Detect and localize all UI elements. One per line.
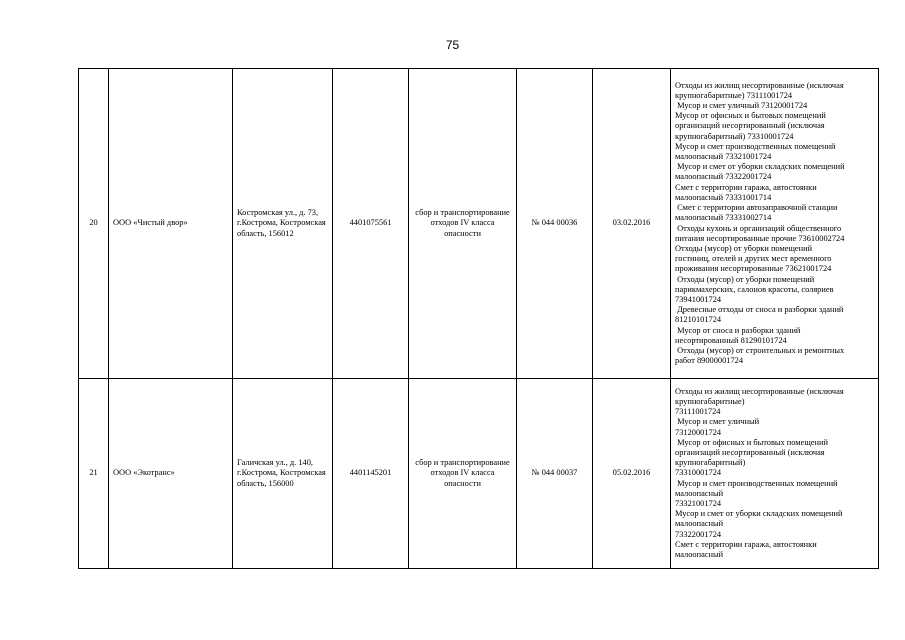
- waste-line: несортированный 81290101724: [675, 335, 787, 345]
- waste-line: малоопасный 73321001724: [675, 152, 772, 162]
- waste-list: [671, 379, 879, 569]
- waste-line: питания несортированные прочие 73610002724: [675, 233, 845, 243]
- waste-line: Смет с территории гаража, автостоянки: [675, 539, 817, 549]
- waste-line: Мусор от офисных и бытовых помещений: [675, 437, 828, 447]
- waste-line: организаций несортированный (исключая: [675, 121, 825, 131]
- waste-line: 73941001724: [675, 294, 722, 304]
- organization-address: Костромская ул., д. 73, г.Кострома, Костромская область, 156012: [233, 69, 333, 379]
- waste-line: Отходы из жилищ несортированные (исключая: [675, 386, 844, 396]
- inn-number: 4401145201: [333, 379, 409, 569]
- waste-line: Отходы (мусор) от уборки помещений: [675, 274, 815, 284]
- waste-line: парикмахерских, салонов красоты, соляриев: [675, 284, 834, 294]
- organization-name: ООО «Экотранс»: [109, 379, 233, 569]
- waste-line: крупногабаритные): [675, 396, 745, 406]
- waste-line: 73310001724: [675, 468, 722, 478]
- waste-line: Отходы кухонь и организаций общественного: [675, 223, 842, 233]
- waste-line: Древесные отходы от сноса и разборки зданий: [675, 305, 844, 315]
- waste-line: малоопасный: [675, 519, 724, 529]
- waste-line: Отходы (мусор) от уборки помещений: [675, 243, 813, 253]
- waste-line: 73322001724: [675, 529, 722, 539]
- waste-line: крупногабаритный): [675, 458, 746, 468]
- organization-address: Галичская ул., д. 140, г.Кострома, Костромская область, 156000: [233, 379, 333, 569]
- waste-line: Мусор от офисных и бытовых помещений: [675, 111, 826, 121]
- waste-line: Отходы (мусор) от строительных и ремонтных: [675, 345, 845, 355]
- waste-line: Мусор и смет уличный 73120001724: [675, 101, 808, 111]
- waste-line: работ 89000001724: [675, 356, 744, 366]
- page-number: 75: [445, 38, 460, 52]
- waste-line: 73111001724: [675, 407, 721, 417]
- waste-line: Смет с территории автозаправочной станции: [675, 203, 838, 213]
- activity-type: сбор и транспортирование отходов IV класса опасности: [409, 379, 517, 569]
- waste-line: малоопасный: [675, 488, 724, 498]
- waste-line: малоопасный 73331002714: [675, 213, 772, 223]
- table-body: [79, 69, 879, 569]
- waste-line: крупногабаритные) 73111001724: [675, 90, 793, 100]
- waste-line: Мусор и смет от уборки складских помещений: [675, 162, 845, 172]
- license-date: 05.02.2016: [593, 379, 671, 569]
- waste-line: организаций несортированный (исключая: [675, 447, 825, 457]
- waste-line: гостиниц, отелей и других мест временного: [675, 254, 832, 264]
- table-row: [79, 379, 879, 569]
- inn-number: 4401075561: [333, 69, 409, 379]
- license-number: № 044 00037: [517, 379, 593, 569]
- waste-line: крупногабаритный) 73310001724: [675, 131, 794, 141]
- activity-type: сбор и транспортирование отходов IV класса опасности: [409, 69, 517, 379]
- waste-list: [671, 69, 879, 379]
- waste-line: 73321001724: [675, 499, 722, 508]
- waste-line: малоопасный 73322001724: [675, 172, 772, 182]
- waste-line: Мусор и смет производственных помещений: [675, 141, 836, 151]
- row-number: 20: [79, 69, 109, 379]
- waste-line: 73120001724: [675, 427, 722, 437]
- license-date: 03.02.2016: [593, 69, 671, 379]
- license-number: № 044 00036: [517, 69, 593, 379]
- organization-name: ООО «Чистый двор»: [109, 69, 233, 379]
- waste-line: Мусор и смет уличный: [675, 417, 760, 427]
- table-row: [79, 69, 879, 379]
- waste-line: Мусор и смет от уборки складских помещений: [675, 509, 843, 519]
- waste-line: малоопасный 73331001714: [675, 192, 772, 202]
- waste-line: Отходы из жилищ несортированные (исключая: [675, 80, 844, 90]
- waste-line: 81210101724: [675, 315, 722, 325]
- waste-line: Смет с территории гаража, автостоянки: [675, 182, 817, 192]
- waste-line: Мусор и смет производственных помещений: [675, 478, 838, 488]
- waste-line: малоопасный: [675, 550, 724, 560]
- waste-line: Мусор от сноса и разборки зданий: [675, 325, 801, 335]
- row-number: 21: [79, 379, 109, 569]
- waste-line: проживания несортированные 73621001724: [675, 264, 832, 274]
- license-registry-table: [78, 68, 879, 569]
